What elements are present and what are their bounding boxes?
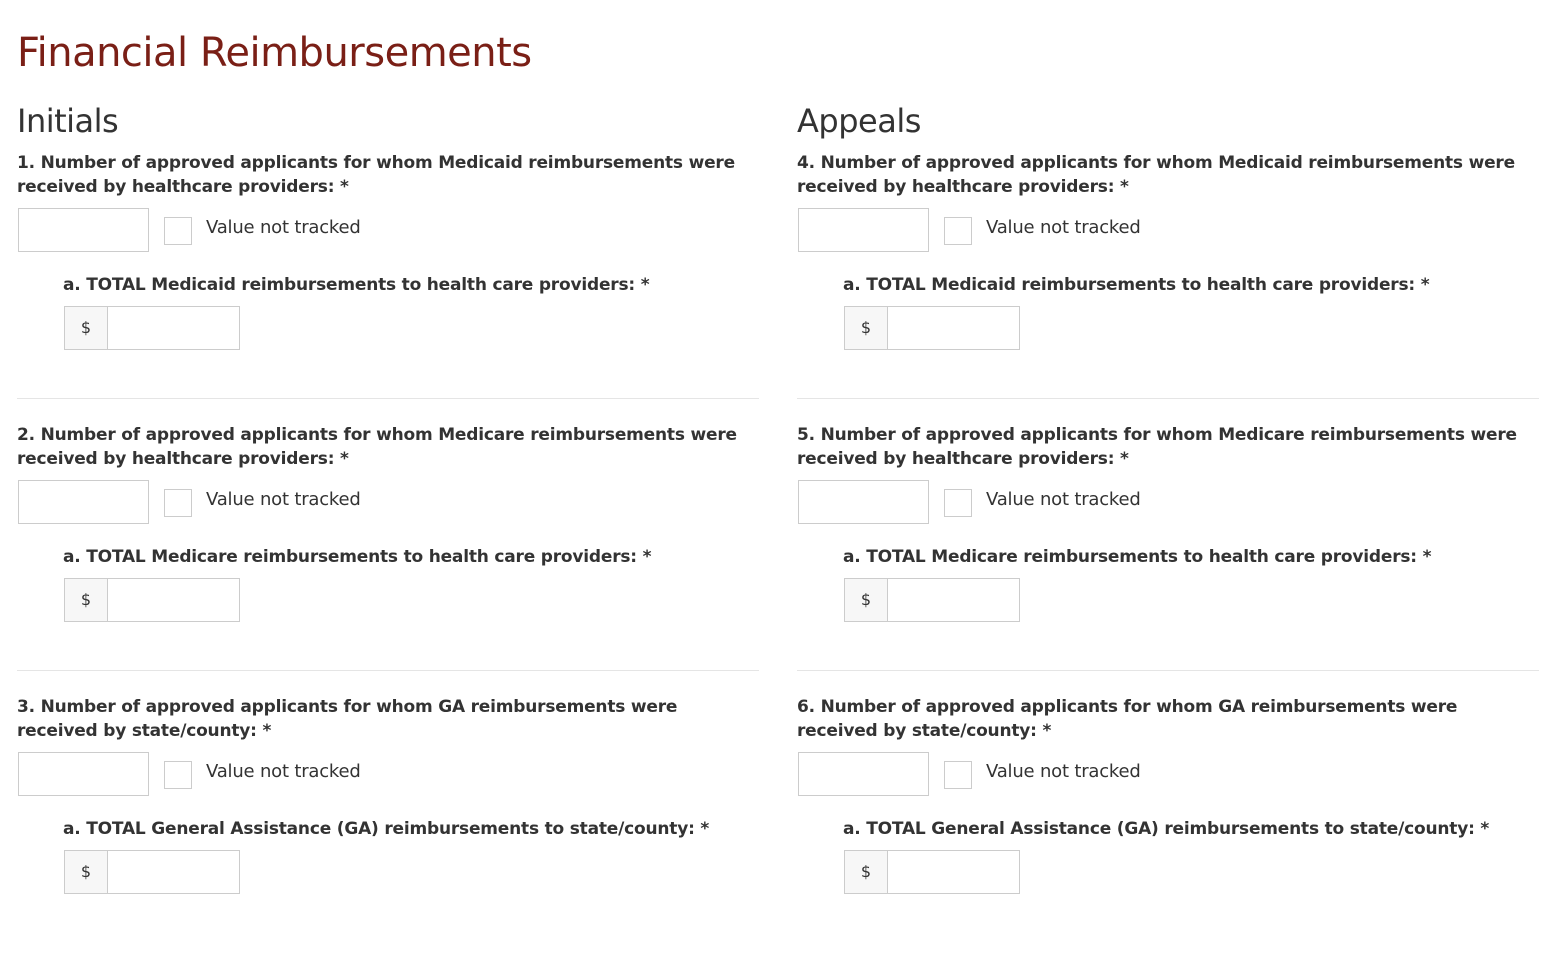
question-1a-label: a. TOTAL Medicaid reimbursements to health care providers: * — [63, 275, 650, 295]
question-1 — [17, 144, 759, 416]
question-1-label: 1. Number of approved applicants for whom Medicaid reimbursements were received by healthcare providers: * — [17, 153, 735, 197]
question-6a-label: a. TOTAL General Assistance (GA) reimbursements to state/county: * — [843, 819, 1490, 839]
dollar-addon: $ — [64, 578, 108, 622]
question-1a-amount-group — [64, 306, 240, 350]
question-2a-label: a. TOTAL Medicare reimbursements to health care providers: * — [63, 547, 652, 567]
question-2-not-tracked-checkbox[interactable] — [164, 489, 192, 517]
question-2-not-tracked-label: Value not tracked — [206, 489, 361, 510]
question-1-count-input[interactable] — [18, 208, 149, 252]
question-3-count-input[interactable] — [18, 752, 149, 796]
question-2-label: 2. Number of approved applicants for whom Medicare reimbursements were received by healthcare providers: * — [17, 425, 737, 469]
question-5a-amount-input[interactable] — [887, 578, 1020, 622]
question-6a-amount-input[interactable] — [887, 850, 1020, 894]
question-4a-amount-input[interactable] — [887, 306, 1020, 350]
question-5-label: 5. Number of approved applicants for whom Medicare reimbursements were received by healthcare providers: * — [797, 425, 1517, 469]
dollar-addon: $ — [844, 306, 888, 350]
question-4-not-tracked-checkbox[interactable] — [944, 217, 972, 245]
question-6a-amount-group — [844, 850, 1020, 894]
question-3-label: 3. Number of approved applicants for whom GA reimbursements were received by state/county: * — [17, 697, 678, 741]
question-2a-amount-input[interactable] — [107, 578, 240, 622]
question-6-not-tracked-checkbox[interactable] — [944, 761, 972, 789]
question-6-count-input[interactable] — [798, 752, 929, 796]
dollar-addon: $ — [64, 306, 108, 350]
dollar-addon: $ — [844, 850, 888, 894]
question-4-label: 4. Number of approved applicants for whom Medicaid reimbursements were received by healthcare providers: * — [797, 153, 1515, 197]
initials-heading: Initials — [17, 102, 119, 140]
question-5-not-tracked-checkbox[interactable] — [944, 489, 972, 517]
question-4a-amount-group — [844, 306, 1020, 350]
dollar-addon: $ — [844, 578, 888, 622]
question-5-count-input[interactable] — [798, 480, 929, 524]
dollar-addon: $ — [64, 850, 108, 894]
question-5a-amount-group — [844, 578, 1020, 622]
question-1-not-tracked-checkbox[interactable] — [164, 217, 192, 245]
appeals-column — [797, 98, 1539, 960]
question-5-not-tracked-label: Value not tracked — [986, 489, 1141, 510]
question-3a-label: a. TOTAL General Assistance (GA) reimbursements to state/county: * — [63, 819, 710, 839]
question-3-not-tracked-checkbox[interactable] — [164, 761, 192, 789]
question-3-not-tracked-label: Value not tracked — [206, 761, 361, 782]
question-6 — [797, 688, 1539, 960]
question-2-count-input[interactable] — [18, 480, 149, 524]
initials-column — [17, 98, 759, 960]
appeals-heading: Appeals — [797, 102, 921, 140]
question-2 — [17, 416, 759, 688]
question-5a-label: a. TOTAL Medicare reimbursements to health care providers: * — [843, 547, 1432, 567]
question-4-count-input[interactable] — [798, 208, 929, 252]
question-6-label: 6. Number of approved applicants for whom GA reimbursements were received by state/county: * — [797, 697, 1458, 741]
question-1a-amount-input[interactable] — [107, 306, 240, 350]
question-2a-amount-group — [64, 578, 240, 622]
question-6-not-tracked-label: Value not tracked — [986, 761, 1141, 782]
question-3a-amount-group — [64, 850, 240, 894]
question-5 — [797, 416, 1539, 688]
question-3 — [17, 688, 759, 960]
question-4a-label: a. TOTAL Medicaid reimbursements to health care providers: * — [843, 275, 1430, 295]
question-4-not-tracked-label: Value not tracked — [986, 217, 1141, 238]
question-1-not-tracked-label: Value not tracked — [206, 217, 361, 238]
question-3a-amount-input[interactable] — [107, 850, 240, 894]
question-4 — [797, 144, 1539, 416]
page-title: Financial Reimbursements — [17, 30, 532, 76]
